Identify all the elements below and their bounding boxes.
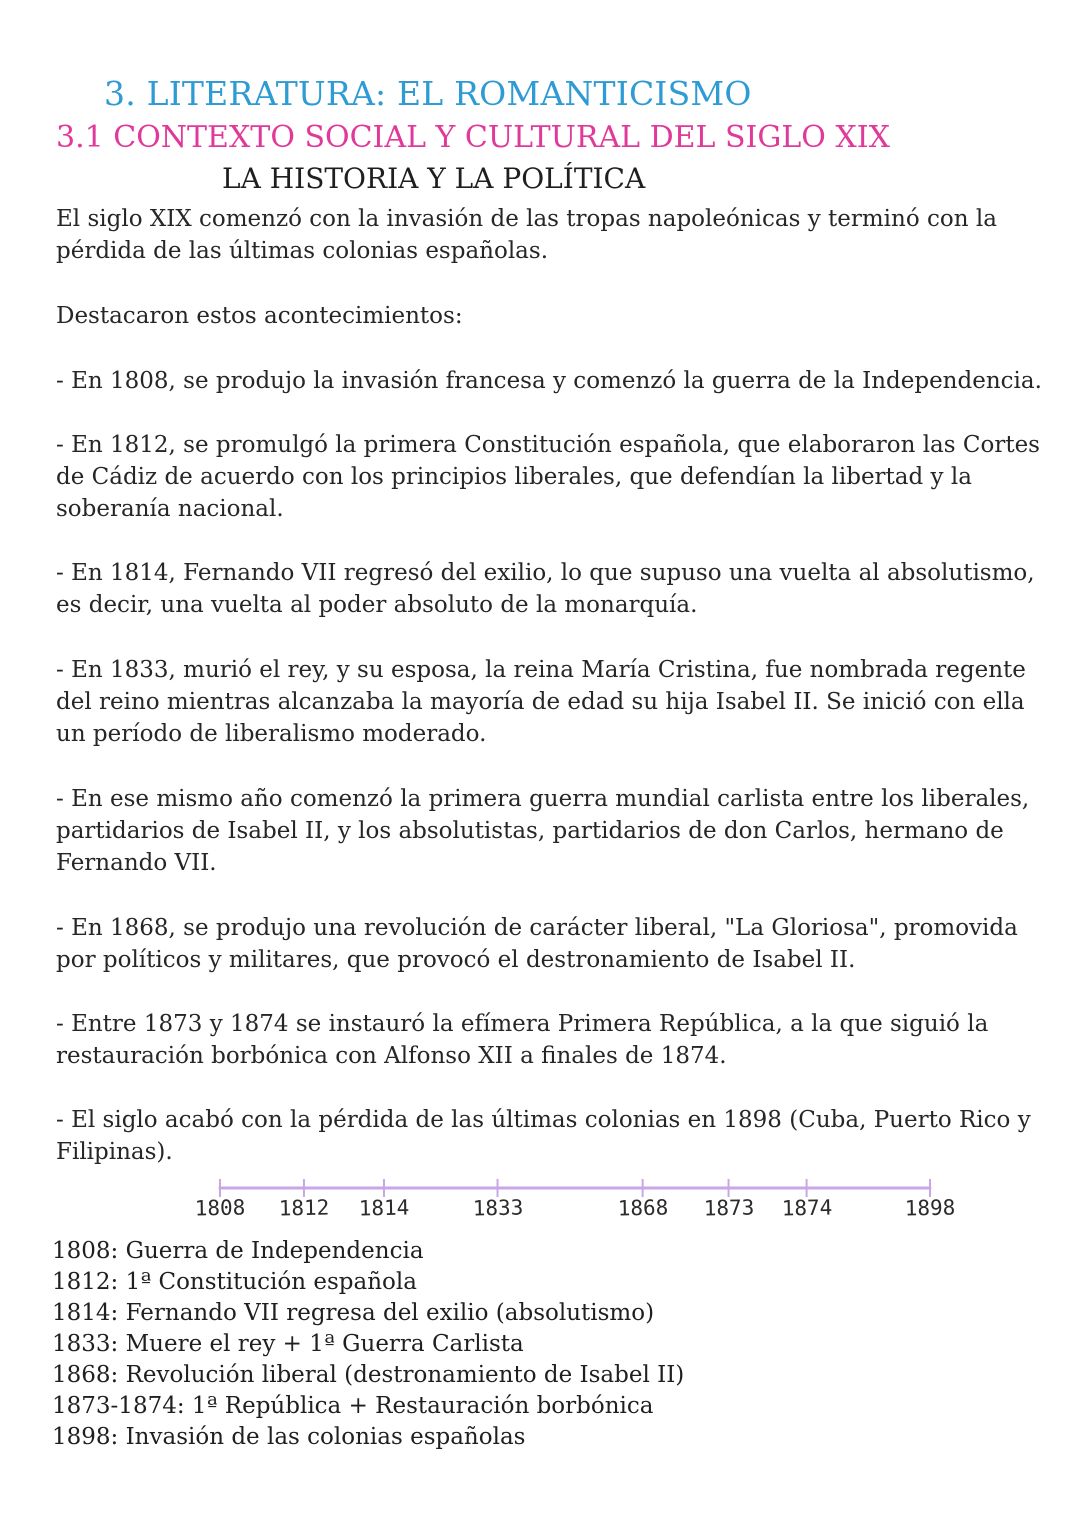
summary-item: 1814: Fernando VII regresa del exilio (absolutismo) — [52, 1300, 655, 1326]
summary-item: 1868: Revolución liberal (destronamiento de Isabel II) — [52, 1362, 685, 1388]
timeline-year-label: 1898 — [904, 1195, 956, 1221]
topic-heading: LA HISTORIA Y LA POLÍTICA — [222, 162, 646, 195]
events-intro: Destacaron estos acontecimientos: — [56, 303, 463, 329]
intro-paragraph: El siglo XIX comenzó con la invasión de las tropas napoleónicas y terminó con la pérdida de las últimas colonias españolas. — [56, 206, 997, 264]
timeline — [180, 1168, 960, 1234]
timeline-year-label: 1833 — [472, 1195, 524, 1221]
summary-item: 1898: Invasión de las colonias españolas — [52, 1424, 526, 1450]
summary-list — [52, 1236, 952, 1453]
section-title: 3. LITERATURA: EL ROMANTICISMO — [104, 74, 752, 113]
timeline-axis — [180, 1168, 960, 1198]
timeline-year-label: 1868 — [617, 1195, 669, 1221]
timeline-year-label: 1873 — [703, 1195, 755, 1221]
event-1833: - En 1833, murió el rey, y su esposa, la reina María Cristina, fue nombrada regente del reino mientras alcanzaba la mayoría de edad su hija Isabel II. Se inició con ella un período de liberalismo moderado. — [56, 657, 1026, 747]
timeline-year-label: 1808 — [194, 1195, 246, 1221]
timeline-year-label: 1814 — [358, 1195, 410, 1221]
event-1808: - En 1808, se produjo la invasión francesa y comenzó la guerra de la Independencia. — [56, 368, 1042, 394]
summary-item: 1833: Muere el rey + 1ª Guerra Carlista — [52, 1331, 524, 1357]
timeline-year-label: 1874 — [781, 1195, 833, 1221]
summary-item: 1812: 1ª Constitución española — [52, 1269, 417, 1295]
summary-item: 1808: Guerra de Independencia — [52, 1238, 424, 1264]
subsection-title: 3.1 CONTEXTO SOCIAL Y CULTURAL DEL SIGLO XIX — [56, 120, 890, 155]
event-1898: - El siglo acabó con la pérdida de las últimas colonias en 1898 (Cuba, Puerto Rico y Filipinas). — [56, 1107, 1031, 1165]
event-1873-1874: - Entre 1873 y 1874 se instauró la efímera Primera República, a la que siguió la restauración borbónica con Alfonso XII a finales de 1874. — [56, 1011, 989, 1069]
summary-item: 1873-1874: 1ª República + Restauración borbónica — [52, 1393, 654, 1419]
event-1868: - En 1868, se produjo una revolución de carácter liberal, "La Gloriosa", promovida por políticos y militares, que provocó el destronamiento de Isabel II. — [56, 915, 1018, 973]
event-carlist-war: - En ese mismo año comenzó la primera guerra mundial carlista entre los liberales, partidarios de Isabel II, y los absolutistas, partidarios de don Carlos, hermano de Fernando VII. — [56, 786, 1030, 876]
event-1814: - En 1814, Fernando VII regresó del exilio, lo que supuso una vuelta al absolutismo, es decir, una vuelta al poder absoluto de la monarquía. — [56, 560, 1035, 618]
timeline-year-label: 1812 — [278, 1195, 330, 1221]
event-1812: - En 1812, se promulgó la primera Constitución española, que elaboraron las Cortes de Cádiz de acuerdo con los principios liberales, que defendían la libertad y la soberanía nacional. — [56, 432, 1040, 522]
